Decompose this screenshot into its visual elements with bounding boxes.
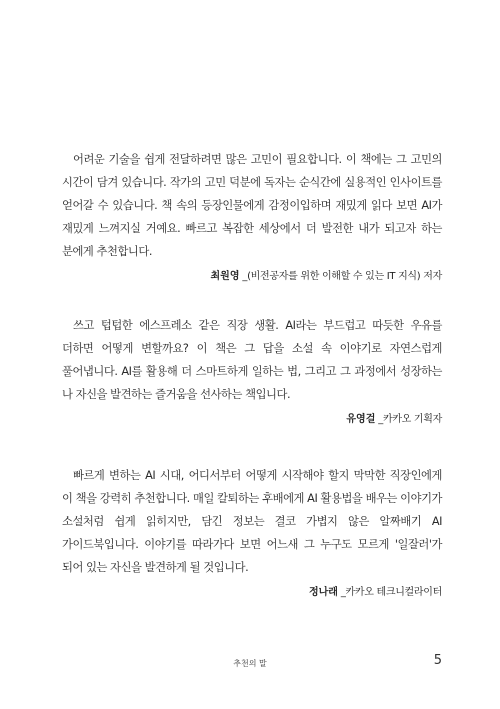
recommender-name: 정나래 xyxy=(308,587,338,598)
recommender-name: 유영걸 xyxy=(346,414,376,425)
recommender-role: _카카오 기획자 xyxy=(375,414,442,425)
recommendation-text: 쓰고 텁텁한 에스프레소 같은 직장 생활. AI라는 부드럽고 따듯한 우유를 더하면 어떻게 변할까요? 이 책은 그 답을 소설 속 이야기로 자연스럽게 풀어냅니다. AI를 활용해 더 스마트하게 일하는 법, 그리고 그 과정에서 성장하는 나 자신을 발견하는 즐거움을 선사하는 책입니다. xyxy=(62,319,442,401)
recommendation-text: 빠르게 변하는 AI 시대, 어디서부터 어떻게 시작해야 할지 막막한 직장인에게 이 책을 강력히 추천합니다. 매일 칼퇴하는 후배에게 AI 활용법을 배우는 이야기가 소설처럼 쉽게 읽히지만, 담긴 정보는 결코 가볍지 않은 알짜배기 AI 가이드북입니다. 이야기를 따라가다 보면 어느새 그 누구도 모르게 '일잘러'가 되어 있는 자신을 발견하게 될 것입니다. xyxy=(62,469,442,574)
recommendation-blurb xyxy=(62,464,442,598)
recommender-name: 최원영 xyxy=(210,271,240,282)
recommender-role: _(비전공자를 위한 이해할 수 있는 IT 지식) 저자 xyxy=(239,271,442,282)
page-number: 5 xyxy=(433,653,442,668)
recommendation-blurb xyxy=(62,148,442,282)
recommender-role: _카카오 테크니컬라이터 xyxy=(337,587,442,598)
recommendation-blurb xyxy=(62,314,442,425)
running-footer-section-title: 추천의 말 xyxy=(233,659,267,668)
recommender-attribution xyxy=(62,267,442,282)
recommender-attribution xyxy=(62,410,442,425)
recommendation-text: 어려운 기술을 쉽게 전달하려면 많은 고민이 필요합니다. 이 책에는 그 고민의 시간이 담겨 있습니다. 작가의 고민 덕분에 독자는 순식간에 실용적인 인사이트를 얻어갈 수 있습니다. 책 속의 등장인물에게 감정이입하며 재밌게 읽다 보면 AI가 재밌게 느껴지실 거예요. 빠르고 복잡한 세상에서 더 발전한 내가 되고자 하는 분에게 추천합니다. xyxy=(62,153,442,258)
recommender-attribution xyxy=(62,583,442,598)
